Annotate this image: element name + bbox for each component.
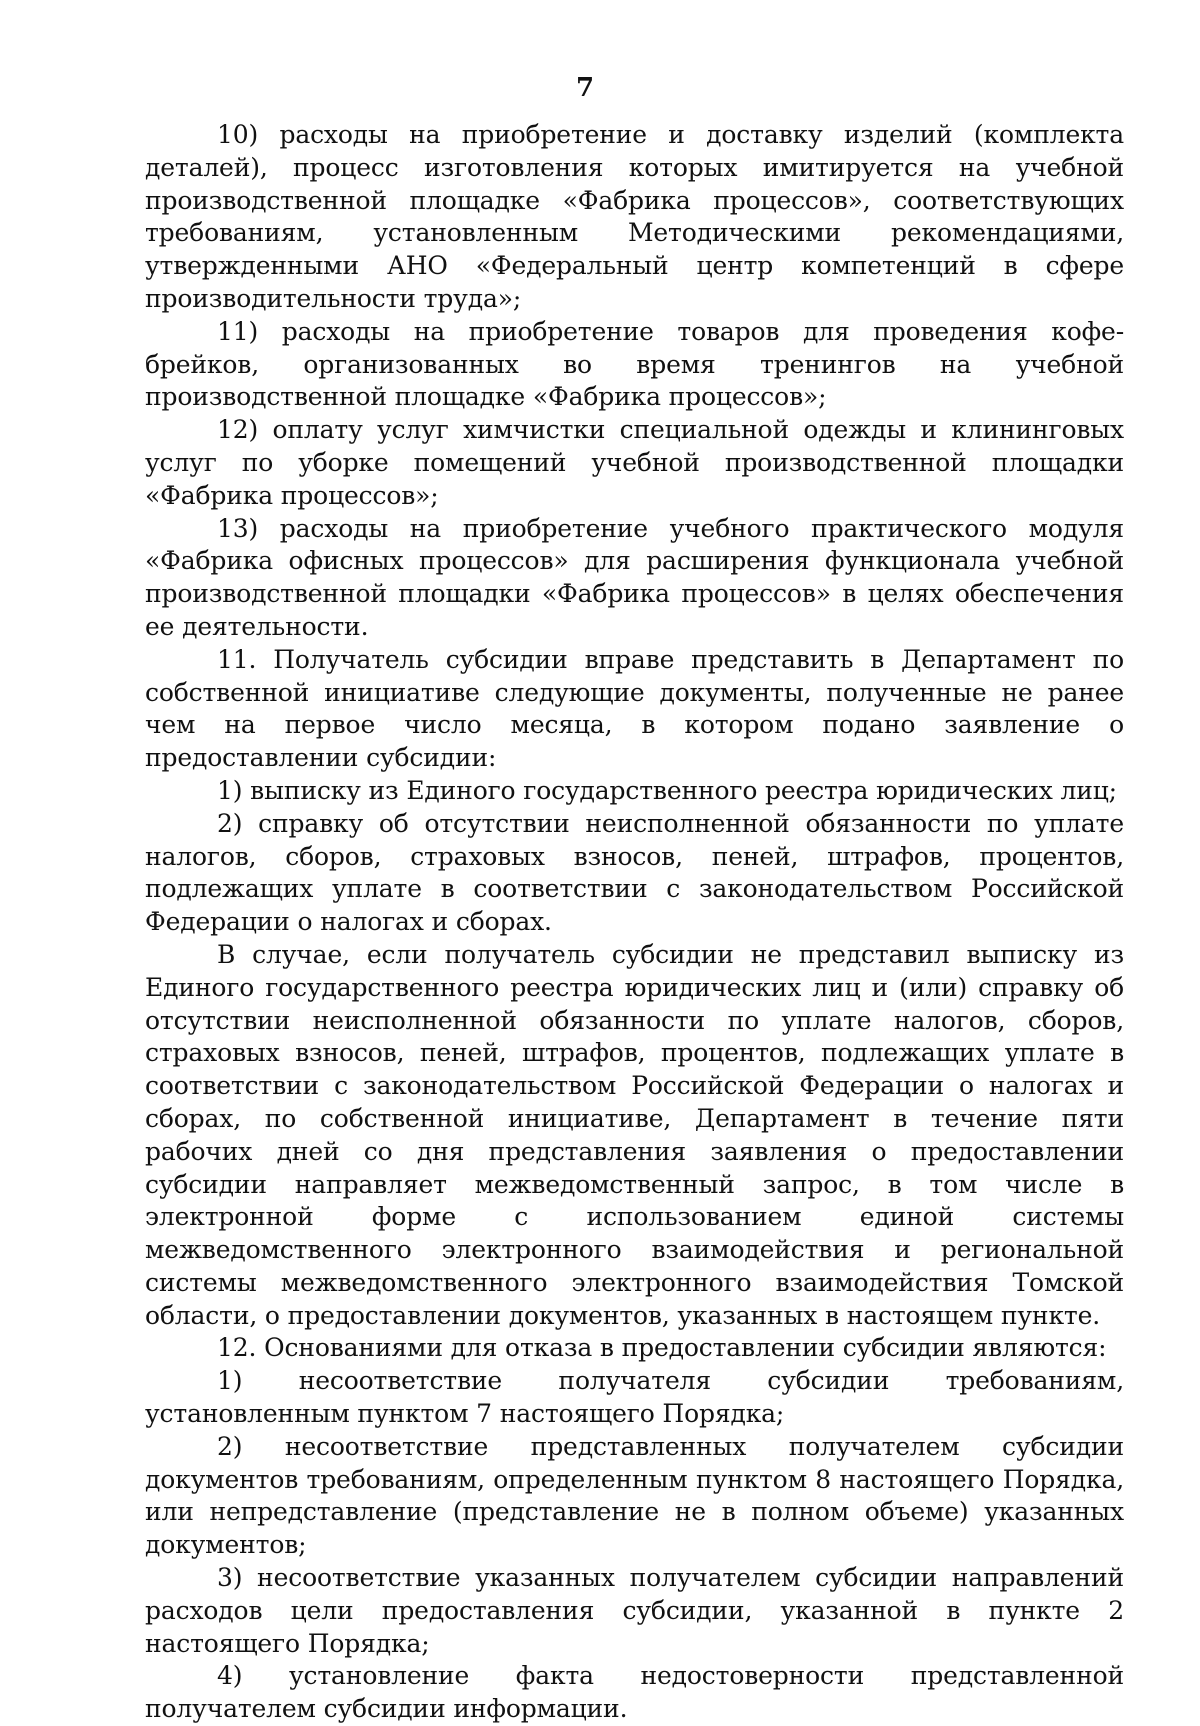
paragraph-clause-12-item-2: 2) несоответствие представленных получателем субсидии документов требованиям, определенным пунктом 8 настоящего Порядка, или непредставление (представление не в полном объеме) указанных документов;	[145, 1431, 1124, 1560]
paragraph-clause-12: 12. Основаниями для отказа в предоставлении субсидии являются:	[217, 1333, 1107, 1363]
paragraph-clause-11-item-2: 2) справку об отсутствии неисполненной обязанности по уплате налогов, сборов, страховых взносов, пеней, штрафов, процентов, подлежащих уплате в соответствии с законодательством Российской Федерации о налогах и сборах.	[145, 808, 1124, 937]
page-number: 7	[575, 73, 595, 103]
paragraph-clause-11-request: В случае, если получатель субсидии не представил выписку из Единого государственного реестра юридических лиц и (или) справку об отсутствии неисполненной обязанности по уплате налогов, сборов, страховых взносов, пеней, штрафов, процентов, подлежащих уплате в соответствии с законодательством Российской Федерации о налогах и сборах, по собственной инициативе, Департамент в течение пяти рабочих дней со дня представления заявления о предоставлении субсидии направляет межведомственный запрос, в том числе в электронной форме с использованием единой системы межведомственного электронного взаимодействия и региональной системы межведомственного электронного взаимодействия Томской области, о предоставлении документов, указанных в настоящем пункте.	[145, 939, 1124, 1330]
paragraph-item-12-cleaning: 12) оплату услуг химчистки специальной одежды и клининговых услуг по уборке помещений учебной производственной площадки «Фабрика процессов»;	[145, 415, 1124, 510]
paragraph-item-13-module: 13) расходы на приобретение учебного практического модуля «Фабрика офисных процессов» для расширения функционала учебной производственной площадки «Фабрика процессов» в целях обеспечения ее деятельности.	[145, 513, 1124, 641]
paragraph-clause-11-item-1: 1) выписку из Единого государственного реестра юридических лиц;	[217, 775, 1117, 805]
document-body	[145, 119, 1124, 1726]
paragraph-clause-11: 11. Получатель субсидии вправе представить в Департамент по собственной инициативе следующие документы, полученные не ранее чем на первое число месяца, в котором подано заявление о предоставлении субсидии:	[145, 644, 1124, 773]
paragraph-clause-12-item-4: 4) установление факта недостоверности представленной получателем субсидии информации.	[145, 1661, 1124, 1724]
paragraph-item-11-coffee-breaks: 11) расходы на приобретение товаров для проведения кофе-брейков, организованных во время тренингов на учебной производственной площадке «Фабрика процессов»;	[145, 316, 1124, 412]
paragraph-item-10-expenses: 10) расходы на приобретение и доставку изделий (комплекта деталей), процесс изготовления которых имитируется на учебной производственной площадке «Фабрика процессов», соответствующих требованиям, установленным Методическими рекомендациями, утвержденными АНО «Федеральный центр компетенций в сфере производительности труда»;	[145, 120, 1124, 313]
paragraph-clause-12-item-1: 1) несоответствие получателя субсидии требованиям, установленным пунктом 7 настоящего Порядка;	[145, 1366, 1124, 1429]
paragraph-clause-12-item-3: 3) несоответствие указанных получателем субсидии направлений расходов цели предоставления субсидии, указанной в пункте 2 настоящего Порядка;	[145, 1563, 1124, 1658]
